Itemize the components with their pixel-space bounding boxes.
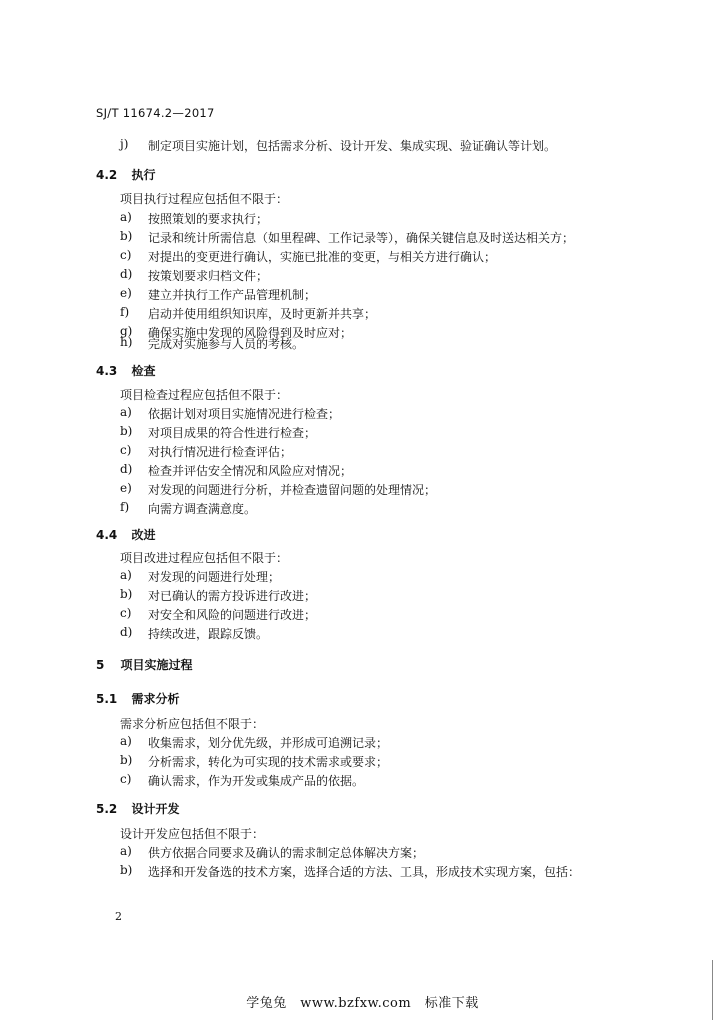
item-text: 收集需求，划分优先级，并形成可追溯记录； bbox=[148, 736, 389, 750]
section-heading-5 bbox=[96, 656, 193, 673]
paragraph: 项目执行过程应包括但不限于： bbox=[120, 192, 289, 206]
item-letter: b) bbox=[120, 753, 133, 767]
section-title: 设计开发 bbox=[131, 802, 180, 816]
item-letter: c) bbox=[120, 443, 132, 457]
list-item bbox=[120, 568, 600, 584]
item-text: 向需方调查满意度。 bbox=[148, 502, 257, 516]
paragraph: 设计开发应包括但不限于： bbox=[120, 827, 265, 841]
item-letter: f) bbox=[120, 500, 130, 514]
item-text: 按策划要求归档文件； bbox=[148, 269, 269, 283]
section-heading-4-3 bbox=[96, 362, 155, 379]
item-text: 建立并执行工作产品管理机制； bbox=[148, 288, 317, 302]
list-item bbox=[120, 481, 600, 497]
paragraph: 项目检查过程应包括但不限于： bbox=[120, 388, 289, 402]
list-item bbox=[120, 500, 600, 516]
item-letter: j) bbox=[120, 137, 129, 151]
item-text: 对发现的问题进行分析，并检查遗留问题的处理情况； bbox=[148, 483, 437, 497]
section-number: 4.3 bbox=[96, 364, 118, 378]
section-title: 项目实施过程 bbox=[120, 658, 193, 672]
list-item bbox=[120, 248, 600, 264]
item-letter: a) bbox=[120, 210, 132, 224]
item-text: 记录和统计所需信息（如里程碑、工作记录等），确保关键信息及时送达相关方； bbox=[148, 231, 575, 245]
item-letter: c) bbox=[120, 606, 132, 620]
list-item bbox=[120, 305, 600, 321]
item-letter: a) bbox=[120, 734, 132, 748]
list-item bbox=[120, 286, 600, 302]
item-letter: c) bbox=[120, 772, 132, 786]
item-letter: f) bbox=[120, 305, 130, 319]
item-text: 对提出的变更进行确认，实施已批准的变更，与相关方进行确认； bbox=[148, 250, 497, 264]
item-letter: a) bbox=[120, 568, 132, 582]
list-item bbox=[120, 625, 600, 641]
item-letter: h) bbox=[120, 335, 133, 349]
section-title: 检查 bbox=[131, 364, 156, 378]
item-text: 制定项目实施计划，包括需求分析、设计开发、集成实现、验证确认等计划。 bbox=[148, 139, 557, 153]
item-text: 启动并使用组织知识库，及时更新并共享； bbox=[148, 307, 377, 321]
list-item bbox=[120, 772, 600, 788]
item-letter: c) bbox=[120, 248, 132, 262]
item-text: 按照策划的要求执行； bbox=[148, 212, 269, 226]
section-number: 4.2 bbox=[96, 168, 118, 182]
section-title: 改进 bbox=[131, 528, 156, 542]
list-item bbox=[120, 229, 600, 245]
list-item bbox=[96, 137, 596, 153]
item-letter: a) bbox=[120, 405, 132, 419]
list-item bbox=[120, 443, 600, 459]
item-letter: g) bbox=[120, 324, 133, 338]
item-text: 完成对实施参与人员的考核。 bbox=[148, 337, 305, 351]
list-item bbox=[120, 863, 600, 879]
item-text: 分析需求，转化为可实现的技术需求或要求； bbox=[148, 755, 389, 769]
list-item bbox=[120, 734, 600, 750]
item-letter: d) bbox=[120, 267, 133, 281]
list-item bbox=[120, 844, 600, 860]
section-number: 5.1 bbox=[96, 692, 118, 706]
list-item bbox=[120, 606, 600, 622]
section-number: 5.2 bbox=[96, 802, 118, 816]
item-letter: e) bbox=[120, 286, 132, 300]
footer-watermark-text: 学兔兔 www.bzfxw.com 标准下载 bbox=[246, 996, 479, 1011]
item-text: 对项目成果的符合性进行检查； bbox=[148, 426, 317, 440]
item-text: 依据计划对项目实施情况进行检查； bbox=[148, 407, 341, 421]
paragraph: 项目改进过程应包括但不限于： bbox=[120, 551, 289, 565]
list-item bbox=[120, 462, 600, 478]
scan-edge-line bbox=[712, 960, 713, 1020]
item-text: 选择和开发备选的技术方案，选择合适的方法、工具，形成技术实现方案，包括： bbox=[148, 865, 581, 879]
list-item bbox=[120, 267, 600, 283]
item-text: 对安全和风险的问题进行改进； bbox=[148, 608, 317, 622]
page-number: 2 bbox=[115, 910, 122, 923]
document-code-header: SJ/T 11674.2—2017 bbox=[96, 106, 215, 120]
item-text: 持续改进，跟踪反馈。 bbox=[148, 627, 269, 641]
item-text: 对发现的问题进行处理； bbox=[148, 570, 281, 584]
section-heading-4-4 bbox=[96, 526, 155, 543]
list-item bbox=[120, 587, 600, 603]
section-number: 5 bbox=[96, 658, 105, 672]
list-item bbox=[120, 424, 600, 440]
item-text: 对执行情况进行检查评估； bbox=[148, 445, 293, 459]
item-text: 供方依据合同要求及确认的需求制定总体解决方案； bbox=[148, 846, 425, 860]
section-heading-4-2 bbox=[96, 166, 155, 183]
section-heading-5-1 bbox=[96, 690, 179, 707]
item-text: 确认需求，作为开发或集成产品的依据。 bbox=[148, 774, 365, 788]
list-item bbox=[120, 405, 600, 421]
item-letter: e) bbox=[120, 481, 132, 495]
item-letter: b) bbox=[120, 587, 133, 601]
section-title: 需求分析 bbox=[131, 692, 180, 706]
list-item bbox=[120, 753, 600, 769]
section-heading-5-2 bbox=[96, 800, 179, 817]
section-title: 执行 bbox=[131, 168, 156, 182]
list-item bbox=[120, 335, 600, 351]
section-number: 4.4 bbox=[96, 528, 118, 542]
item-letter: b) bbox=[120, 863, 133, 877]
item-letter: d) bbox=[120, 462, 133, 476]
item-letter: d) bbox=[120, 625, 133, 639]
item-text: 检查并评估安全情况和风险应对情况； bbox=[148, 464, 353, 478]
item-text: 对已确认的需方投诉进行改进； bbox=[148, 589, 317, 603]
item-letter: b) bbox=[120, 424, 133, 438]
item-letter: a) bbox=[120, 844, 132, 858]
item-letter: b) bbox=[120, 229, 133, 243]
paragraph: 需求分析应包括但不限于： bbox=[120, 717, 265, 731]
item-text: 确保实施中发现的风险得到及时应对； bbox=[148, 326, 353, 340]
list-item bbox=[120, 210, 600, 226]
